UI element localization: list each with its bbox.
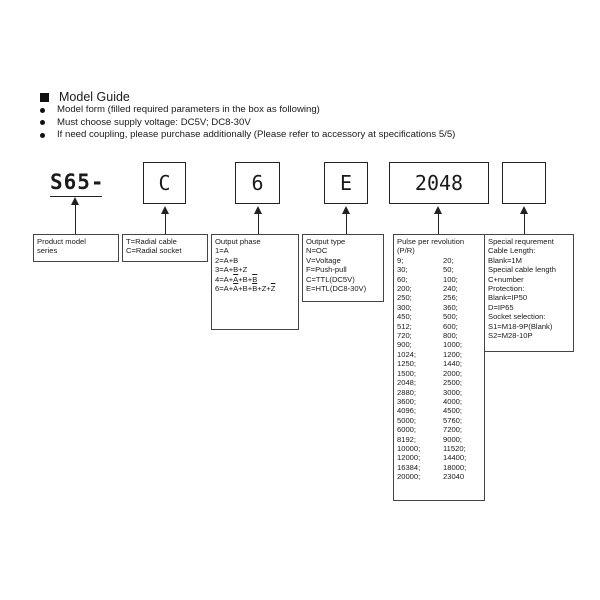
pulse-value: 20000; xyxy=(397,472,421,482)
pulse-value: 100; xyxy=(443,274,458,284)
bullet-dot-icon xyxy=(40,108,45,113)
code-box-cable: C xyxy=(143,162,186,204)
connector-line xyxy=(346,213,347,234)
pulse-value: 600; xyxy=(443,321,458,331)
pulse-value: 9; xyxy=(397,255,404,265)
pulse-value: 8192; xyxy=(397,434,417,444)
code-box-phase: 6 xyxy=(235,162,280,204)
guide-bullet-list xyxy=(40,104,455,142)
pulse-value: 16384; xyxy=(397,462,421,472)
phase-option-4: $4=A+\overline{A}+B+\overline{B}$ xyxy=(215,274,258,284)
connector-line xyxy=(165,213,166,234)
pulse-value: 9000; xyxy=(443,434,463,444)
guide-bullet: Must choose supply voltage: DC5V; DC8-30V xyxy=(40,117,455,130)
connector-line xyxy=(75,204,76,234)
desc-output-phase: Output phase 1=A 2=A+B 3=A+B+Z $4=A+\overline{A}+B+\overline{B}$ $6=A+\overline{A}+B+\overline{B}+Z+\overline{Z}$ xyxy=(211,234,299,330)
desc-cable: T=Radial cable C=Radial socket xyxy=(122,234,208,262)
pulse-value: 1200; xyxy=(443,349,463,359)
pulse-value: 3000; xyxy=(443,387,463,397)
pulse-value: 2048; xyxy=(397,378,417,388)
pulse-value: 250; xyxy=(397,293,412,303)
pulse-value: 5000; xyxy=(397,415,417,425)
pulse-value: 800; xyxy=(443,331,458,341)
pulse-value: 256; xyxy=(443,293,458,303)
pulse-value: 60; xyxy=(397,274,408,284)
pulse-value: 6000; xyxy=(397,425,417,435)
pulse-value: 1440; xyxy=(443,359,463,369)
connector-line xyxy=(258,213,259,234)
pulse-value: 450; xyxy=(397,312,412,322)
desc-product-series: Product model series xyxy=(33,234,119,262)
pulse-value: 240; xyxy=(443,284,458,294)
connector-line xyxy=(438,213,439,234)
pulse-value: 360; xyxy=(443,302,458,312)
pulse-value: 14400; xyxy=(443,453,467,463)
pulse-value: 50; xyxy=(443,265,454,275)
pulses-unit: (P/R) xyxy=(397,246,415,256)
bullet-dot-icon xyxy=(40,133,45,138)
pulse-value: 1000; xyxy=(443,340,463,350)
pulse-value: 2500; xyxy=(443,378,463,388)
pulse-value: 7200; xyxy=(443,425,463,435)
pulse-value: 300; xyxy=(397,302,412,312)
pulse-value: 512; xyxy=(397,321,412,331)
pulse-value: 12000; xyxy=(397,453,421,463)
desc-special: Special requrement Cable Length: Blank=1M Special cable length C+number Protection: Blank=IP50 D=IP65 Socket selection: S1=M18-9P(Blank) S2=M28-10P xyxy=(484,234,574,352)
phase-option-6: $6=A+\overline{A}+B+\overline{B}+Z+\overline{Z}$ xyxy=(215,284,276,294)
model-guide-title: Model Guide xyxy=(59,90,130,104)
pulse-value: 3600; xyxy=(397,396,417,406)
desc-pulses xyxy=(393,234,485,501)
pulse-value: 4096; xyxy=(397,406,417,416)
desc-output-type: Output type N=OC V=Voltage F=Push-pull C=TTL(DC5V) E=HTL(DC8-30V) xyxy=(302,234,384,302)
special-title: Special requrement xyxy=(488,237,554,246)
model-prefix: S65- xyxy=(50,170,105,194)
pulse-value: 23040 xyxy=(443,472,465,482)
connector-line xyxy=(524,213,525,234)
square-bullet-icon xyxy=(40,93,49,102)
pulse-value: 4500; xyxy=(443,406,463,416)
pulse-value: 11520; xyxy=(443,443,466,453)
pulse-value: 1250; xyxy=(397,359,417,369)
pulse-value: 1024; xyxy=(397,349,417,359)
pulses-title: Pulse per revolution xyxy=(397,237,465,246)
pulse-value: 30; xyxy=(397,265,408,275)
pulse-value: 500; xyxy=(443,312,458,322)
pulse-value: 720; xyxy=(397,331,412,341)
pulse-value: 1500; xyxy=(397,368,417,378)
pulse-value: 2000; xyxy=(443,368,463,378)
pulse-value: 4000; xyxy=(443,396,463,406)
pulse-value: 200; xyxy=(397,284,412,294)
pulse-value: 20; xyxy=(443,255,454,265)
pulse-value: 900; xyxy=(397,340,412,350)
output-type-title: Output type xyxy=(306,237,346,246)
bullet-dot-icon xyxy=(40,120,45,125)
code-box-output-type: E xyxy=(324,162,368,204)
guide-bullet: If need coupling, please purchase additionally (Please refer to accessory at specifications 5/5) xyxy=(40,129,455,142)
code-box-pulses: 2048 xyxy=(389,162,489,204)
pulse-value: 2880; xyxy=(397,387,417,397)
pulse-value-grid xyxy=(397,256,481,482)
pulse-value: 5760; xyxy=(443,415,463,425)
guide-bullet: Model form (filled required parameters in the box as following) xyxy=(40,104,455,117)
code-box-special xyxy=(502,162,546,204)
model-guide-heading xyxy=(40,90,130,104)
phase-title: Output phase xyxy=(215,237,261,246)
pulse-value: 18000; xyxy=(443,462,467,472)
pulse-value: 10000; xyxy=(397,443,421,453)
